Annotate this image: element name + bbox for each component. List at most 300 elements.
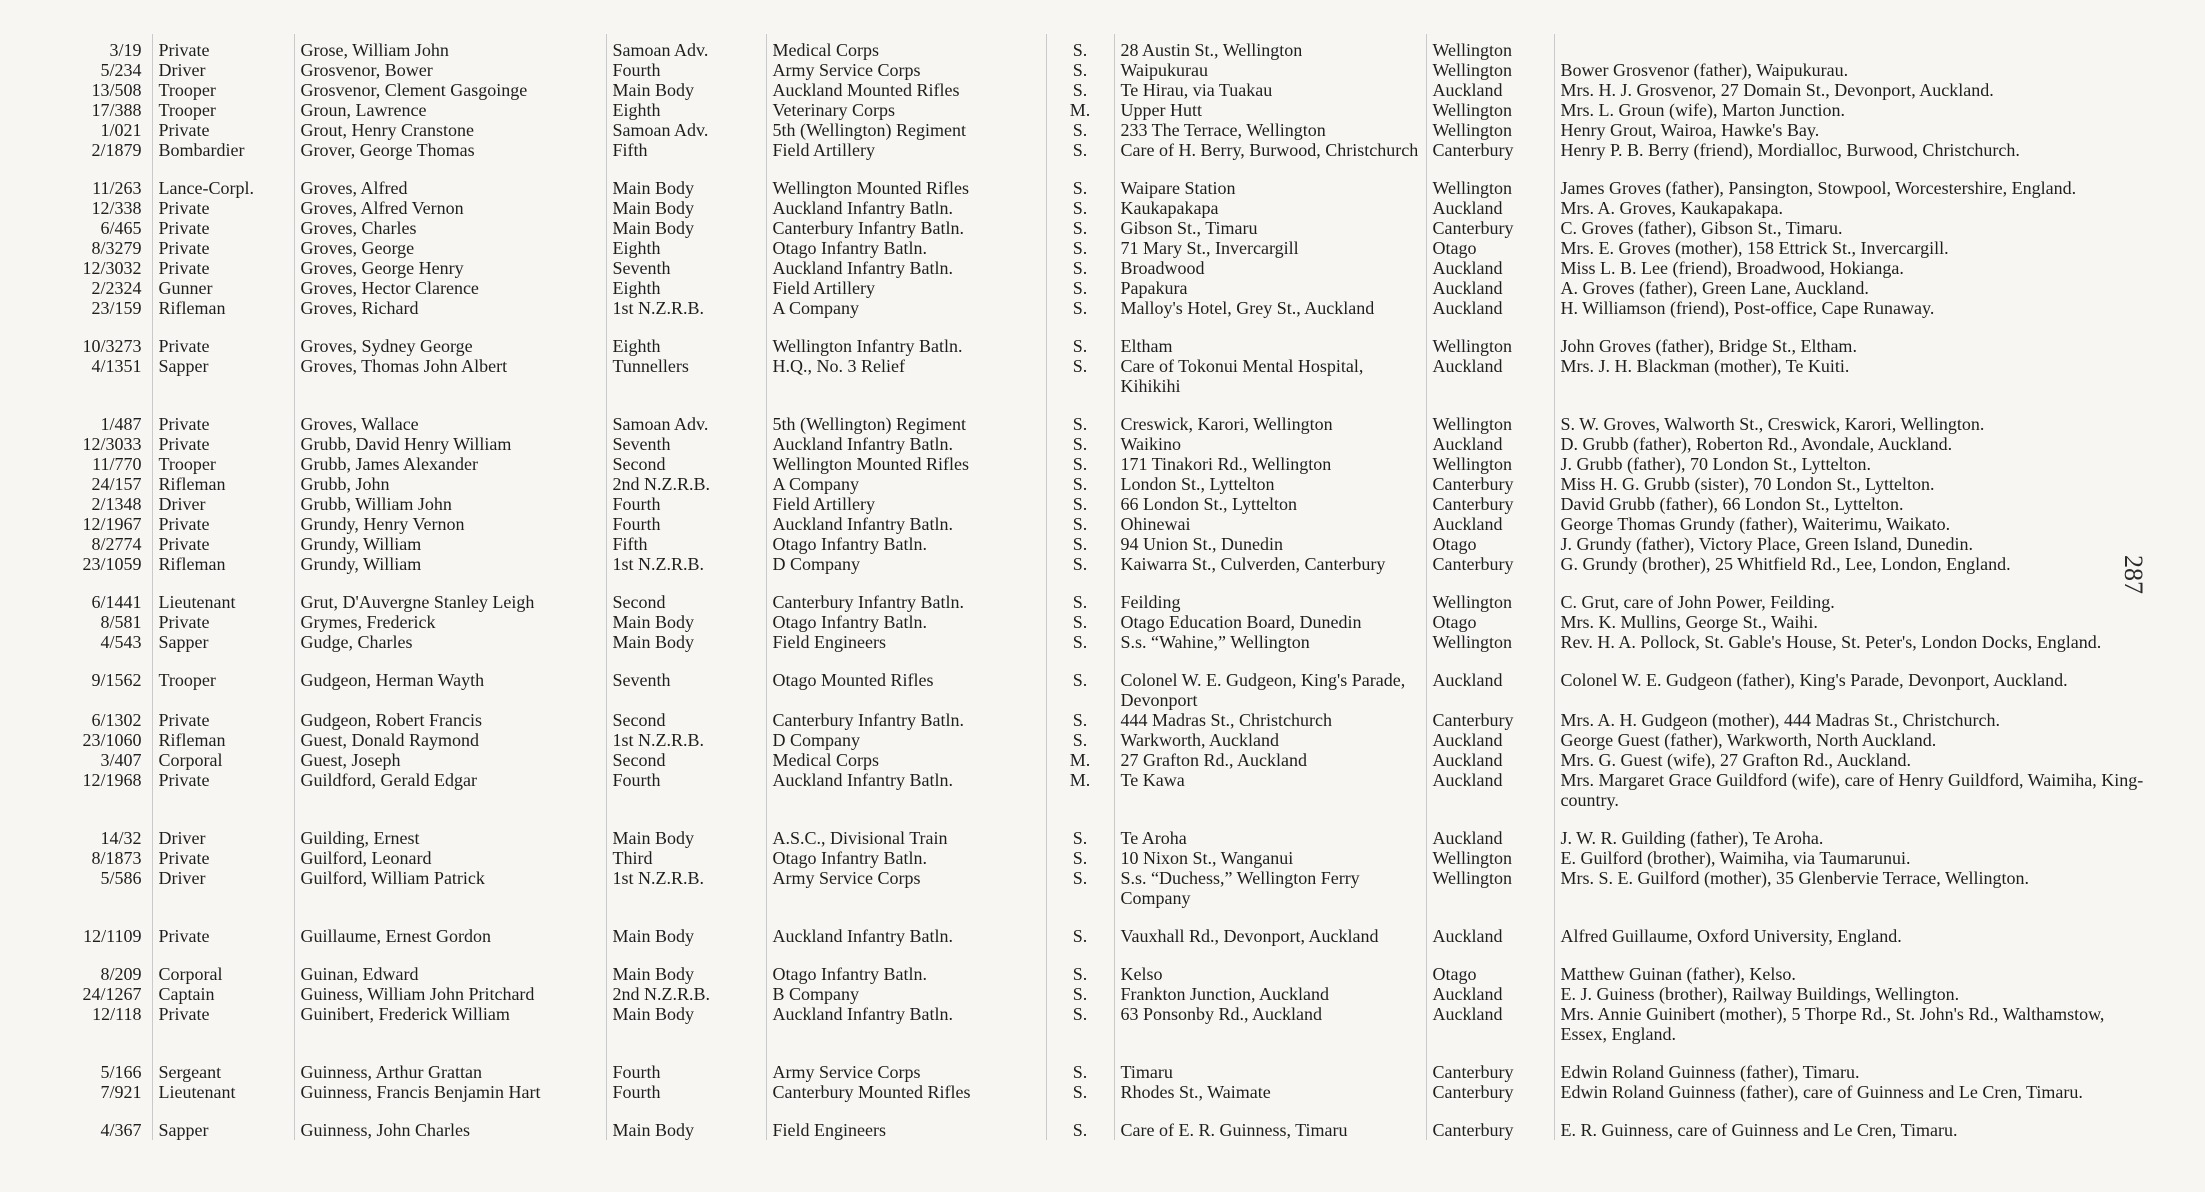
district-cell: Auckland: [1426, 434, 1554, 454]
next-of-kin-cell: Henry Grout, Wairoa, Hawke's Bay.: [1554, 120, 2160, 140]
rank-cell: Private: [152, 396, 294, 434]
marital-status-cell: S.: [1046, 534, 1114, 554]
table-row: [60, 60, 2160, 80]
table-row: [60, 652, 2160, 710]
regimental-number-cell: 6/1441: [91, 592, 142, 612]
next-of-kin-cell: Mrs. G. Guest (wife), 27 Grafton Rd., Auckland.: [1554, 750, 2160, 770]
district-cell: Canterbury: [1426, 554, 1554, 574]
draft-cell: Samoan Adv.: [606, 120, 766, 140]
marital-status-cell: S.: [1046, 434, 1114, 454]
last-address-cell: S.s. “Wahine,” Wellington: [1114, 632, 1426, 652]
soldier-name-cell: Grundy, William: [294, 534, 606, 554]
table-row: [60, 946, 2160, 984]
table-row: [60, 278, 2160, 298]
rank-cell: Sapper: [152, 356, 294, 396]
rank-cell: Trooper: [152, 80, 294, 100]
regimental-number-cell: 1/021: [100, 120, 142, 140]
rank-cell: Corporal: [152, 750, 294, 770]
regimental-number-cell: 13/508: [91, 80, 142, 100]
rank-cell: Lance-Corpl.: [152, 160, 294, 198]
soldier-name-cell: Groves, Wallace: [294, 396, 606, 434]
rank-cell: Corporal: [152, 946, 294, 984]
regimental-number-cell: 12/1968: [82, 770, 142, 790]
marital-status-cell: M.: [1046, 750, 1114, 770]
last-address-cell: 10 Nixon St., Wanganui: [1114, 848, 1426, 868]
last-address-cell: Kelso: [1114, 946, 1426, 984]
soldier-name-cell: Guinness, John Charles: [294, 1102, 606, 1140]
rank-cell: Private: [152, 612, 294, 632]
unit-cell: Medical Corps: [766, 750, 1046, 770]
last-address-cell: 71 Mary St., Invercargill: [1114, 238, 1426, 258]
soldier-name-cell: Grose, William John: [294, 34, 606, 60]
last-address-cell: 94 Union St., Dunedin: [1114, 534, 1426, 554]
regimental-number-cell: 8/581: [100, 612, 142, 632]
draft-cell: Eighth: [606, 278, 766, 298]
last-address-cell: Malloy's Hotel, Grey St., Auckland: [1114, 298, 1426, 318]
draft-cell: Main Body: [606, 810, 766, 848]
district-cell: Canterbury: [1426, 1102, 1554, 1140]
next-of-kin-cell: Miss L. B. Lee (friend), Broadwood, Hokianga.: [1554, 258, 2160, 278]
district-cell: Auckland: [1426, 198, 1554, 218]
table-row: [60, 434, 2160, 454]
rank-cell: Private: [152, 434, 294, 454]
rank-cell: Sergeant: [152, 1044, 294, 1082]
last-address-cell: Timaru: [1114, 1044, 1426, 1082]
draft-cell: Seventh: [606, 652, 766, 710]
unit-cell: B Company: [766, 984, 1046, 1004]
rank-cell: Driver: [152, 868, 294, 908]
marital-status-cell: S.: [1046, 1082, 1114, 1102]
regimental-number-cell: 3/407: [100, 750, 142, 770]
unit-cell: Wellington Mounted Rifles: [766, 454, 1046, 474]
rank-cell: Private: [152, 238, 294, 258]
marital-status-cell: S.: [1046, 80, 1114, 100]
table-row: [60, 474, 2160, 494]
marital-status-cell: S.: [1046, 160, 1114, 198]
regimental-number-cell: 11/770: [92, 454, 142, 474]
draft-cell: Main Body: [606, 946, 766, 984]
soldier-name-cell: Grubb, David Henry William: [294, 434, 606, 454]
soldier-name-cell: Guiness, William John Pritchard: [294, 984, 606, 1004]
unit-cell: A Company: [766, 474, 1046, 494]
draft-cell: Samoan Adv.: [606, 34, 766, 60]
next-of-kin-cell: Miss H. G. Grubb (sister), 70 London St., Lyttelton.: [1554, 474, 2160, 494]
unit-cell: Wellington Mounted Rifles: [766, 160, 1046, 198]
table-row: [60, 514, 2160, 534]
unit-cell: Canterbury Mounted Rifles: [766, 1082, 1046, 1102]
rank-cell: Driver: [152, 810, 294, 848]
nominal-roll-table: [60, 34, 2160, 1140]
roll-rows: [60, 34, 2160, 1140]
last-address-cell: Waikino: [1114, 434, 1426, 454]
rank-cell: Driver: [152, 494, 294, 514]
regimental-number-cell: 2/2324: [91, 278, 142, 298]
table-row: [60, 238, 2160, 258]
draft-cell: Fourth: [606, 1044, 766, 1082]
draft-cell: Eighth: [606, 100, 766, 120]
rank-cell: Private: [152, 848, 294, 868]
regimental-number-cell: 23/159: [91, 298, 142, 318]
rank-cell: Trooper: [152, 454, 294, 474]
last-address-cell: Te Kawa: [1114, 770, 1426, 810]
soldier-name-cell: Groves, George Henry: [294, 258, 606, 278]
table-row: [60, 1044, 2160, 1082]
marital-status-cell: S.: [1046, 810, 1114, 848]
marital-status-cell: S.: [1046, 908, 1114, 946]
marital-status-cell: S.: [1046, 318, 1114, 356]
soldier-name-cell: Grubb, John: [294, 474, 606, 494]
table-row: [60, 554, 2160, 574]
district-cell: Wellington: [1426, 396, 1554, 434]
marital-status-cell: S.: [1046, 1004, 1114, 1044]
draft-cell: Main Body: [606, 198, 766, 218]
district-cell: Canterbury: [1426, 474, 1554, 494]
next-of-kin-cell: David Grubb (father), 66 London St., Lyttelton.: [1554, 494, 2160, 514]
soldier-name-cell: Groves, Richard: [294, 298, 606, 318]
soldier-name-cell: Groves, Sydney George: [294, 318, 606, 356]
soldier-name-cell: Guilford, William Patrick: [294, 868, 606, 908]
soldier-name-cell: Grundy, William: [294, 554, 606, 574]
draft-cell: 2nd N.Z.R.B.: [606, 984, 766, 1004]
draft-cell: Samoan Adv.: [606, 396, 766, 434]
table-row: [60, 454, 2160, 474]
unit-cell: Auckland Infantry Batln.: [766, 1004, 1046, 1044]
marital-status-cell: S.: [1046, 1102, 1114, 1140]
marital-status-cell: S.: [1046, 612, 1114, 632]
next-of-kin-cell: C. Grut, care of John Power, Feilding.: [1554, 574, 2160, 612]
next-of-kin-cell: George Thomas Grundy (father), Waiterimu, Waikato.: [1554, 514, 2160, 534]
district-cell: Canterbury: [1426, 1082, 1554, 1102]
last-address-cell: 28 Austin St., Wellington: [1114, 34, 1426, 60]
regimental-number-cell: 12/1109: [83, 926, 142, 946]
soldier-name-cell: Groves, George: [294, 238, 606, 258]
soldier-name-cell: Groun, Lawrence: [294, 100, 606, 120]
soldier-name-cell: Gudgeon, Herman Wayth: [294, 652, 606, 710]
rank-cell: Lieutenant: [152, 574, 294, 612]
regimental-number-cell: 2/1348: [91, 494, 142, 514]
regimental-number-cell: 5/166: [100, 1062, 142, 1082]
unit-cell: Otago Infantry Batln.: [766, 612, 1046, 632]
last-address-cell: Care of E. R. Guinness, Timaru: [1114, 1102, 1426, 1140]
draft-cell: 1st N.Z.R.B.: [606, 298, 766, 318]
marital-status-cell: S.: [1046, 574, 1114, 612]
regimental-number-cell: 24/1267: [82, 984, 142, 1004]
marital-status-cell: S.: [1046, 730, 1114, 750]
unit-cell: Canterbury Infantry Batln.: [766, 710, 1046, 730]
next-of-kin-cell: C. Groves (father), Gibson St., Timaru.: [1554, 218, 2160, 238]
table-row: [60, 534, 2160, 554]
unit-cell: Field Artillery: [766, 494, 1046, 514]
marital-status-cell: S.: [1046, 494, 1114, 514]
district-cell: Wellington: [1426, 34, 1554, 60]
last-address-cell: Creswick, Karori, Wellington: [1114, 396, 1426, 434]
regimental-number-cell: 17/388: [91, 100, 142, 120]
draft-cell: Seventh: [606, 434, 766, 454]
table-row: [60, 100, 2160, 120]
district-cell: Auckland: [1426, 908, 1554, 946]
marital-status-cell: S.: [1046, 632, 1114, 652]
table-row: [60, 750, 2160, 770]
district-cell: Wellington: [1426, 868, 1554, 908]
soldier-name-cell: Gudge, Charles: [294, 632, 606, 652]
soldier-name-cell: Grymes, Frederick: [294, 612, 606, 632]
last-address-cell: 233 The Terrace, Wellington: [1114, 120, 1426, 140]
unit-cell: Army Service Corps: [766, 60, 1046, 80]
district-cell: Auckland: [1426, 730, 1554, 750]
rank-cell: Private: [152, 710, 294, 730]
table-row: [60, 396, 2160, 434]
regimental-number-cell: 12/3032: [82, 258, 142, 278]
regimental-number-cell: 3/19: [109, 40, 142, 60]
soldier-name-cell: Groves, Thomas John Albert: [294, 356, 606, 396]
unit-cell: Otago Infantry Batln.: [766, 238, 1046, 258]
regimental-number-cell: 24/157: [91, 474, 142, 494]
unit-cell: Field Engineers: [766, 1102, 1046, 1140]
table-row: [60, 574, 2160, 612]
draft-cell: Main Body: [606, 632, 766, 652]
soldier-name-cell: Guest, Donald Raymond: [294, 730, 606, 750]
table-row: [60, 612, 2160, 632]
next-of-kin-cell: G. Grundy (brother), 25 Whitfield Rd., Lee, London, England.: [1554, 554, 2160, 574]
district-cell: Otago: [1426, 238, 1554, 258]
regimental-number-cell: 12/3033: [82, 434, 142, 454]
table-row: [60, 730, 2160, 750]
soldier-name-cell: Grundy, Henry Vernon: [294, 514, 606, 534]
next-of-kin-cell: Edwin Roland Guinness (father), Timaru.: [1554, 1044, 2160, 1082]
marital-status-cell: S.: [1046, 278, 1114, 298]
district-cell: Auckland: [1426, 750, 1554, 770]
marital-status-cell: S.: [1046, 454, 1114, 474]
district-cell: Auckland: [1426, 984, 1554, 1004]
district-cell: Auckland: [1426, 770, 1554, 810]
draft-cell: Eighth: [606, 318, 766, 356]
regimental-number-cell: 8/1873: [91, 848, 142, 868]
rank-cell: Lieutenant: [152, 1082, 294, 1102]
last-address-cell: Upper Hutt: [1114, 100, 1426, 120]
draft-cell: Main Body: [606, 160, 766, 198]
last-address-cell: Waipukurau: [1114, 60, 1426, 80]
rank-cell: Rifleman: [152, 474, 294, 494]
draft-cell: Fifth: [606, 140, 766, 160]
draft-cell: Fourth: [606, 1082, 766, 1102]
last-address-cell: Ohinewai: [1114, 514, 1426, 534]
regimental-number-cell: 12/1967: [82, 514, 142, 534]
marital-status-cell: S.: [1046, 120, 1114, 140]
soldier-name-cell: Guilding, Ernest: [294, 810, 606, 848]
last-address-cell: Kaukapakapa: [1114, 198, 1426, 218]
rank-cell: Bombardier: [152, 140, 294, 160]
marital-status-cell: S.: [1046, 218, 1114, 238]
last-address-cell: Warkworth, Auckland: [1114, 730, 1426, 750]
regimental-number-cell: 10/3273: [82, 336, 142, 356]
table-row: [60, 80, 2160, 100]
marital-status-cell: S.: [1046, 198, 1114, 218]
unit-cell: Auckland Infantry Batln.: [766, 514, 1046, 534]
rank-cell: Rifleman: [152, 554, 294, 574]
regimental-number-cell: 11/263: [92, 178, 142, 198]
unit-cell: H.Q., No. 3 Relief: [766, 356, 1046, 396]
marital-status-cell: S.: [1046, 238, 1114, 258]
draft-cell: Fourth: [606, 494, 766, 514]
next-of-kin-cell: Colonel W. E. Gudgeon (father), King's Parade, Devonport, Auckland.: [1554, 652, 2160, 710]
next-of-kin-cell: Rev. H. A. Pollock, St. Gable's House, St. Peter's, London Docks, England.: [1554, 632, 2160, 652]
draft-cell: Second: [606, 710, 766, 730]
page-number: 287: [2119, 555, 2148, 594]
unit-cell: A.S.C., Divisional Train: [766, 810, 1046, 848]
district-cell: Canterbury: [1426, 494, 1554, 514]
soldier-name-cell: Guest, Joseph: [294, 750, 606, 770]
unit-cell: Army Service Corps: [766, 868, 1046, 908]
next-of-kin-cell: J. Grubb (father), 70 London St., Lyttelton.: [1554, 454, 2160, 474]
next-of-kin-cell: Edwin Roland Guinness (father), care of Guinness and Le Cren, Timaru.: [1554, 1082, 2160, 1102]
regimental-number-cell: 23/1060: [82, 730, 142, 750]
district-cell: Wellington: [1426, 318, 1554, 356]
regimental-number-cell: 23/1059: [82, 554, 142, 574]
next-of-kin-cell: James Groves (father), Pansington, Stowpool, Worcestershire, England.: [1554, 160, 2160, 198]
table-row: [60, 298, 2160, 318]
rank-cell: Private: [152, 534, 294, 554]
draft-cell: Fourth: [606, 514, 766, 534]
district-cell: Wellington: [1426, 120, 1554, 140]
district-cell: Otago: [1426, 946, 1554, 984]
last-address-cell: London St., Lyttelton: [1114, 474, 1426, 494]
marital-status-cell: S.: [1046, 140, 1114, 160]
table-row: [60, 140, 2160, 160]
regimental-number-cell: 14/32: [100, 828, 142, 848]
draft-cell: Main Body: [606, 1102, 766, 1140]
district-cell: Auckland: [1426, 652, 1554, 710]
next-of-kin-cell: Mrs. Margaret Grace Guildford (wife), care of Henry Guildford, Waimiha, King-country.: [1554, 770, 2160, 810]
soldier-name-cell: Grut, D'Auvergne Stanley Leigh: [294, 574, 606, 612]
marital-status-cell: S.: [1046, 356, 1114, 396]
regimental-number-cell: 4/1351: [91, 356, 142, 376]
next-of-kin-cell: George Guest (father), Warkworth, North Auckland.: [1554, 730, 2160, 750]
table-row: [60, 848, 2160, 868]
marital-status-cell: S.: [1046, 868, 1114, 908]
last-address-cell: 444 Madras St., Christchurch: [1114, 710, 1426, 730]
district-cell: Otago: [1426, 534, 1554, 554]
soldier-name-cell: Groves, Alfred: [294, 160, 606, 198]
soldier-name-cell: Grubb, William John: [294, 494, 606, 514]
next-of-kin-cell: J. W. R. Guilding (father), Te Aroha.: [1554, 810, 2160, 848]
table-row: [60, 356, 2160, 396]
rank-cell: Rifleman: [152, 298, 294, 318]
soldier-name-cell: Grosvenor, Bower: [294, 60, 606, 80]
draft-cell: Second: [606, 574, 766, 612]
next-of-kin-cell: Mrs. K. Mullins, George St., Waihi.: [1554, 612, 2160, 632]
draft-cell: 1st N.Z.R.B.: [606, 868, 766, 908]
regimental-number-cell: 6/1302: [91, 710, 142, 730]
soldier-name-cell: Guilford, Leonard: [294, 848, 606, 868]
rank-cell: Trooper: [152, 652, 294, 710]
district-cell: Auckland: [1426, 514, 1554, 534]
regimental-number-cell: 8/209: [100, 964, 142, 984]
last-address-cell: Te Hirau, via Tuakau: [1114, 80, 1426, 100]
draft-cell: Eighth: [606, 238, 766, 258]
next-of-kin-cell: Henry P. B. Berry (friend), Mordialloc, Burwood, Christchurch.: [1554, 140, 2160, 160]
last-address-cell: Vauxhall Rd., Devonport, Auckland: [1114, 908, 1426, 946]
next-of-kin-cell: E. Guilford (brother), Waimiha, via Taumarunui.: [1554, 848, 2160, 868]
rank-cell: Private: [152, 218, 294, 238]
soldier-name-cell: Grover, George Thomas: [294, 140, 606, 160]
soldier-name-cell: Groves, Hector Clarence: [294, 278, 606, 298]
unit-cell: 5th (Wellington) Regiment: [766, 120, 1046, 140]
table-row: [60, 984, 2160, 1004]
regimental-number-cell: 8/3279: [91, 238, 142, 258]
next-of-kin-cell: J. Grundy (father), Victory Place, Green Island, Dunedin.: [1554, 534, 2160, 554]
rank-cell: Private: [152, 34, 294, 60]
next-of-kin-cell: John Groves (father), Bridge St., Eltham.: [1554, 318, 2160, 356]
soldier-name-cell: Guillaume, Ernest Gordon: [294, 908, 606, 946]
district-cell: Wellington: [1426, 574, 1554, 612]
table-row: [60, 810, 2160, 848]
soldier-name-cell: Grout, Henry Cranstone: [294, 120, 606, 140]
last-address-cell: Gibson St., Timaru: [1114, 218, 1426, 238]
district-cell: Wellington: [1426, 454, 1554, 474]
unit-cell: Auckland Infantry Batln.: [766, 770, 1046, 810]
unit-cell: Canterbury Infantry Batln.: [766, 218, 1046, 238]
last-address-cell: Broadwood: [1114, 258, 1426, 278]
rank-cell: Captain: [152, 984, 294, 1004]
next-of-kin-cell: A. Groves (father), Green Lane, Auckland.: [1554, 278, 2160, 298]
marital-status-cell: S.: [1046, 946, 1114, 984]
draft-cell: Main Body: [606, 1004, 766, 1044]
next-of-kin-cell: Mrs. A. H. Gudgeon (mother), 444 Madras St., Christchurch.: [1554, 710, 2160, 730]
regimental-number-cell: 7/921: [100, 1082, 142, 1102]
regimental-number-cell: 12/338: [91, 198, 142, 218]
district-cell: Auckland: [1426, 810, 1554, 848]
last-address-cell: Frankton Junction, Auckland: [1114, 984, 1426, 1004]
marital-status-cell: S.: [1046, 298, 1114, 318]
unit-cell: D Company: [766, 730, 1046, 750]
soldier-name-cell: Gudgeon, Robert Francis: [294, 710, 606, 730]
unit-cell: Auckland Infantry Batln.: [766, 198, 1046, 218]
draft-cell: Main Body: [606, 612, 766, 632]
table-row: [60, 258, 2160, 278]
rank-cell: Sapper: [152, 632, 294, 652]
next-of-kin-cell: Mrs. H. J. Grosvenor, 27 Domain St., Devonport, Auckland.: [1554, 80, 2160, 100]
regimental-number-cell: 4/367: [100, 1120, 142, 1140]
district-cell: Canterbury: [1426, 140, 1554, 160]
marital-status-cell: M.: [1046, 100, 1114, 120]
unit-cell: 5th (Wellington) Regiment: [766, 396, 1046, 434]
draft-cell: Fifth: [606, 534, 766, 554]
unit-cell: Army Service Corps: [766, 1044, 1046, 1082]
district-cell: Wellington: [1426, 60, 1554, 80]
table-row: [60, 868, 2160, 908]
district-cell: Canterbury: [1426, 710, 1554, 730]
unit-cell: Auckland Mounted Rifles: [766, 80, 1046, 100]
unit-cell: Otago Infantry Batln.: [766, 848, 1046, 868]
last-address-cell: Kaiwarra St., Culverden, Canterbury: [1114, 554, 1426, 574]
unit-cell: Auckland Infantry Batln.: [766, 434, 1046, 454]
soldier-name-cell: Guinibert, Frederick William: [294, 1004, 606, 1044]
table-row: [60, 218, 2160, 238]
rank-cell: Private: [152, 770, 294, 810]
unit-cell: Otago Infantry Batln.: [766, 534, 1046, 554]
last-address-cell: Feilding: [1114, 574, 1426, 612]
table-row: [60, 494, 2160, 514]
last-address-cell: Otago Education Board, Dunedin: [1114, 612, 1426, 632]
district-cell: Wellington: [1426, 848, 1554, 868]
last-address-cell: Colonel W. E. Gudgeon, King's Parade, Devonport: [1114, 652, 1426, 710]
table-row: [60, 318, 2160, 356]
draft-cell: Main Body: [606, 80, 766, 100]
rank-cell: Private: [152, 1004, 294, 1044]
table-row: [60, 770, 2160, 810]
unit-cell: Wellington Infantry Batln.: [766, 318, 1046, 356]
rank-cell: Private: [152, 318, 294, 356]
